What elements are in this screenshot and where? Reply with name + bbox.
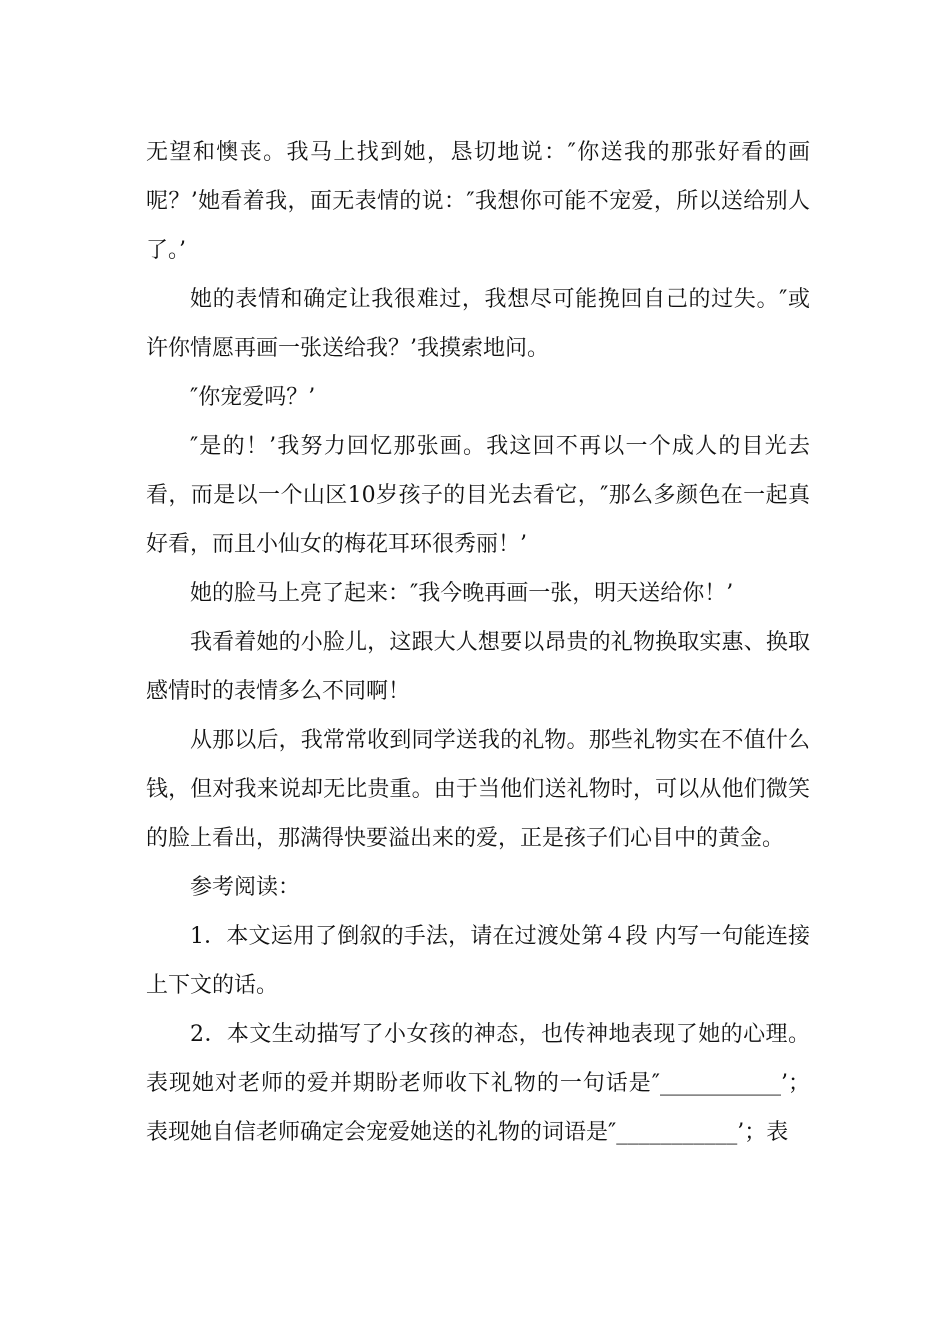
paragraph-6: 我看着她的小脸儿，这跟大人想要以昂贵的礼物换取实惠、换取感情时的表情多么不同啊！ <box>146 630 810 704</box>
question-2: 2．本文生动描写了小女孩的神态，也传神地表现了她的心理。表现她对老师的爱并期盼老师收下礼物的一句话是″___________’；表现她自信老师确定会宠爱她送的礼物的词语是″___________’；表 <box>146 1022 810 1145</box>
paragraph-4: ″是的！’我努力回忆那张画。我这回不再以一个成人的目光去看，而是以一个山区10岁孩子的目光去看它，″那么多颜色在一起真好看，而且小仙女的梅花耳环很秀丽！’ <box>146 434 810 557</box>
paragraph-5: 她的脸马上亮了起来：″我今晚再画一张，明天送给你！’ <box>190 581 734 606</box>
paragraph-3: ″你宠爱吗？’ <box>190 385 316 410</box>
question-1: 1．本文运用了倒叙的手法，请在过渡处第４段 内写一句能连接上下文的话。 <box>146 924 810 998</box>
paragraph-1: 无望和懊丧。我马上找到她，恳切地说：″你送我的那张好看的画呢？’她看着我，面无表情的说：″我想你可能不宠爱，所以送给别人了。’ <box>146 140 810 263</box>
paragraph-7: 从那以后，我常常收到同学送我的礼物。那些礼物实在不值什么钱，但对我来说却无比贵重。由于当他们送礼物时，可以从他们微笑的脸上看出，那满得快要溢出来的爱，正是孩子们心目中的黄金。 <box>146 728 810 851</box>
article-body <box>146 128 810 1157</box>
reference-reading-heading: 参考阅读： <box>190 875 301 900</box>
paragraph-2: 她的表情和确定让我很难过，我想尽可能挽回自己的过失。″或许你情愿再画一张送给我？’我摸索地问。 <box>146 287 810 361</box>
